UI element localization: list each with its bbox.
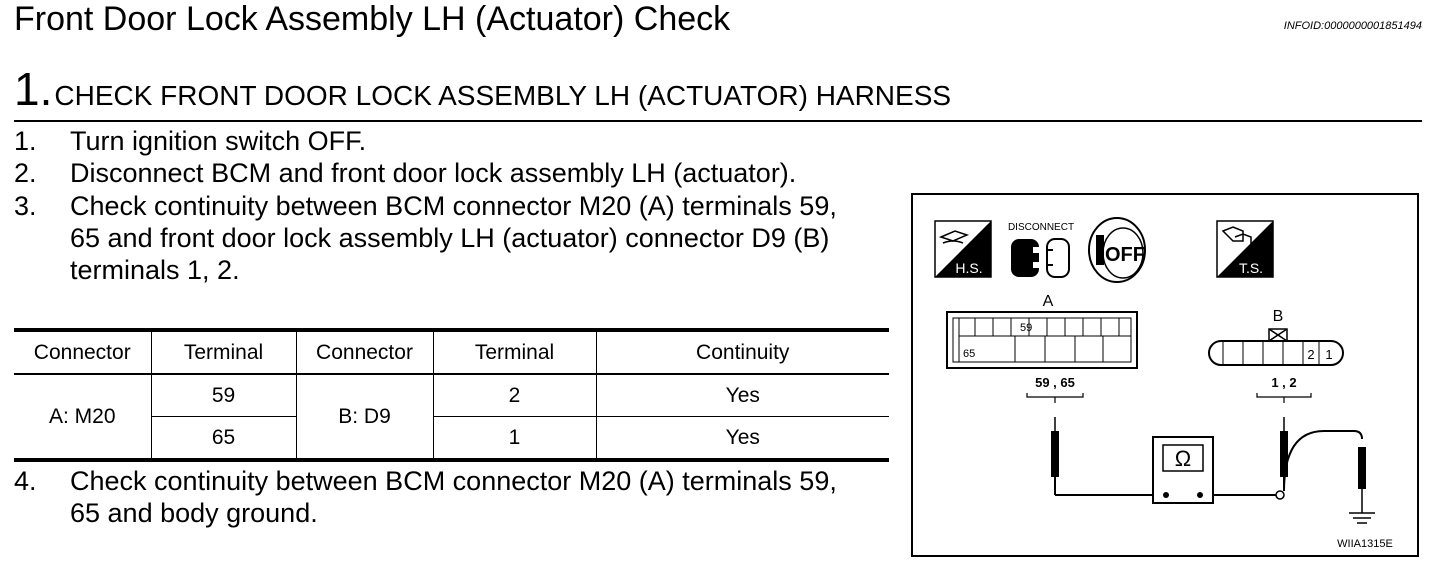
page-title: Front Door Lock Assembly LH (Actuator) Check <box>14 0 731 38</box>
instruction-number: 3. <box>14 191 37 221</box>
column-header: Terminal <box>433 330 596 374</box>
terminals-a-label: 59 , 65 <box>1035 375 1075 390</box>
tester-socket-icon <box>1217 221 1273 277</box>
hand-socket-icon <box>935 221 991 277</box>
icon-label: H.S. <box>955 260 983 276</box>
icon-label: T.S. <box>1238 260 1264 276</box>
connector-a-label: A <box>1042 293 1054 310</box>
terminal-b-cell: 2 <box>433 374 596 417</box>
icon-label: OFF <box>1105 244 1145 266</box>
ignition-off-icon <box>1089 218 1145 282</box>
ground-wire <box>1284 431 1362 491</box>
pin-65-label: 65 <box>963 348 976 360</box>
step-heading <box>14 62 951 116</box>
heading-rule <box>14 120 1422 122</box>
info-id: INFOID:0000000001851494 <box>1283 20 1422 32</box>
instruction-text: Check continuity between BCM connector M20 (A) terminals 59, <box>70 466 837 496</box>
column-header: Continuity <box>596 330 889 374</box>
column-header: Connector <box>296 330 433 374</box>
diagram-svg <box>913 195 1416 554</box>
continuity-table <box>14 328 889 462</box>
instruction-text: terminals 1, 2. <box>70 255 240 285</box>
pin-1-label: 1 <box>1325 347 1333 362</box>
instruction-number: 1. <box>14 126 37 156</box>
probe-left <box>1051 417 1059 495</box>
terminal-b-cell: 1 <box>433 417 596 461</box>
wiring-diagram <box>911 193 1419 557</box>
connector-b-cell: B: D9 <box>296 374 433 460</box>
continuity-cell: Yes <box>725 425 760 449</box>
bracket-b <box>1257 393 1311 403</box>
continuity-cell: Yes <box>596 374 889 417</box>
step-title: CHECK FRONT DOOR LOCK ASSEMBLY LH (ACTUATOR) HARNESS <box>54 80 952 111</box>
icon-label: DISCONNECT <box>1007 222 1075 233</box>
terminal-a-cell: 65 <box>151 417 296 461</box>
instruction-number: 4. <box>14 466 37 496</box>
table-header-row <box>14 330 889 374</box>
instruction-text: Check continuity between BCM connector M20 (A) terminals 59, <box>70 191 837 221</box>
table-row <box>14 374 889 417</box>
figure-code: WIIA1315E <box>1337 538 1393 550</box>
column-header: Connector <box>14 330 151 374</box>
disconnect-icon <box>1008 222 1074 277</box>
instruction-number: 2. <box>14 158 37 188</box>
pin-59-label: 59 <box>1020 322 1033 334</box>
bracket-a <box>1027 393 1083 403</box>
pin-2-label: 2 <box>1307 347 1315 362</box>
terminal-a-cell: 59 <box>151 374 296 417</box>
step-number: 1. <box>14 63 53 115</box>
ohm-icon: Ω <box>1174 446 1192 471</box>
ohmmeter <box>1153 437 1213 503</box>
ground-probe <box>1349 447 1375 523</box>
instruction-text: Disconnect BCM and front door lock assembly LH (actuator). <box>70 158 797 188</box>
connector-b <box>1209 308 1343 365</box>
instruction-text: 65 and front door lock assembly LH (actuator) connector D9 (B) <box>70 223 830 253</box>
connector-a <box>947 293 1137 368</box>
connector-b-label: B <box>1272 308 1284 325</box>
connector-a-cell: A: M20 <box>14 374 151 460</box>
terminals-b-label: 1 , 2 <box>1271 375 1297 390</box>
column-header: Terminal <box>151 330 296 374</box>
instruction-text: Turn ignition switch OFF. <box>70 126 367 156</box>
instruction-text: 65 and body ground. <box>70 498 318 528</box>
